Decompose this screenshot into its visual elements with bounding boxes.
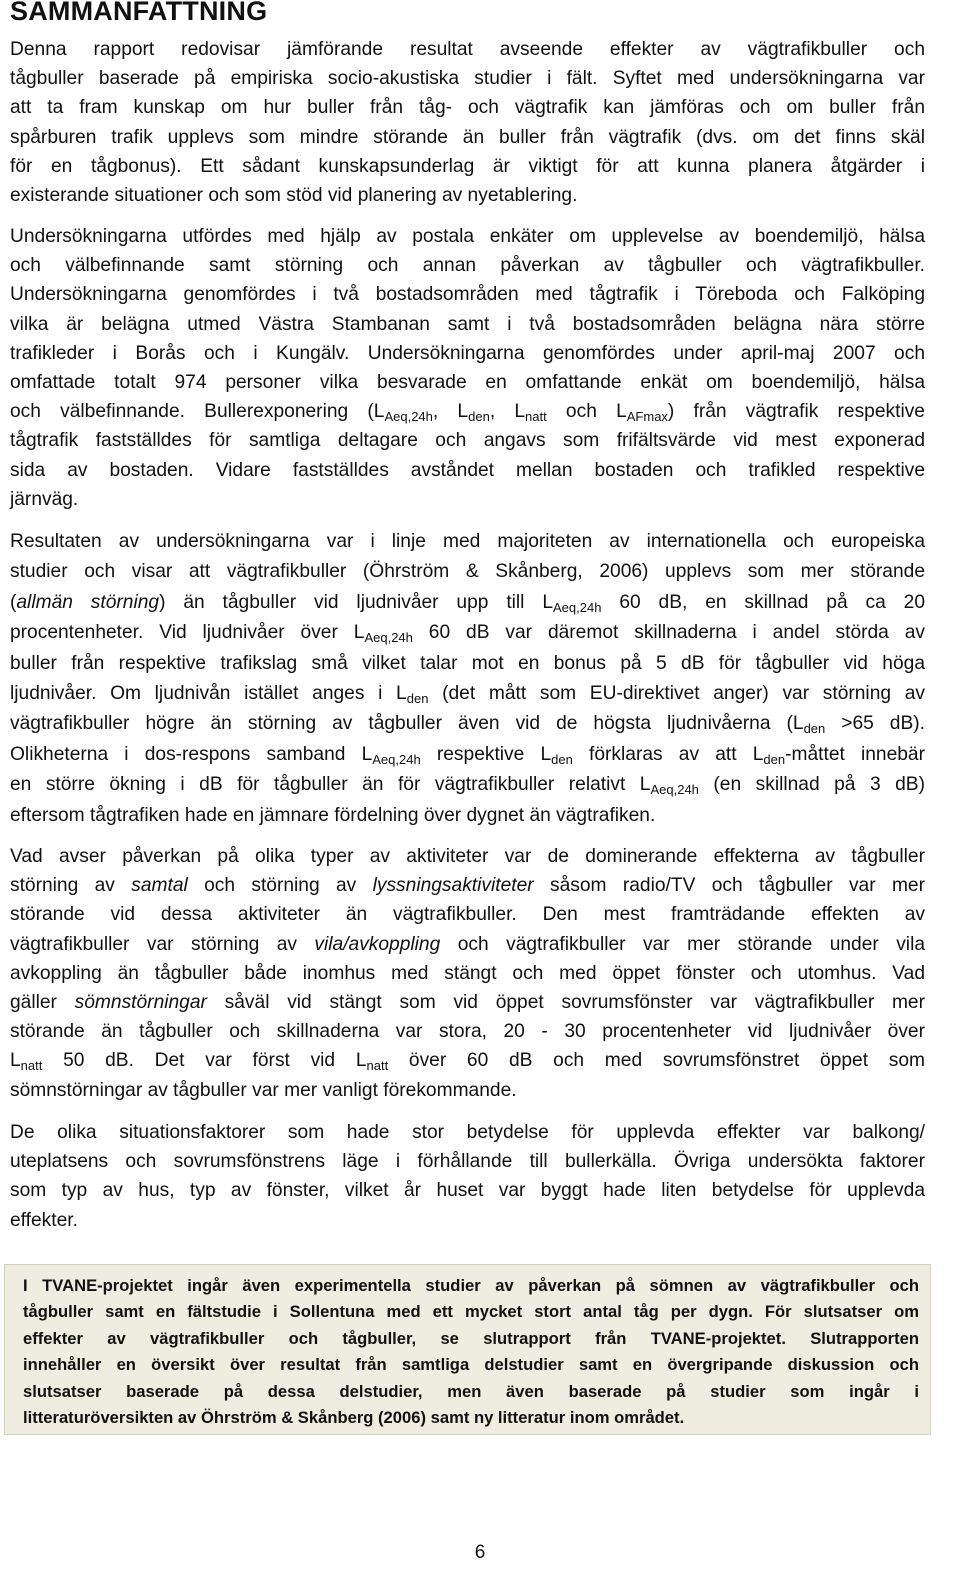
text-line: I TVANE-projektet ingår även experimentella studier av påverkan på sömnen av vägtrafikbuller och bbox=[23, 1276, 919, 1295]
text-line: omfattade totalt 974 personer vilka besvarade en omfattande enkät om boendemiljö, hälsa bbox=[10, 372, 925, 394]
text-line: innehåller en översikt över resultat från samtliga delstudier samt en övergripande diskussion och bbox=[23, 1355, 919, 1375]
paragraph-activities bbox=[10, 842, 925, 1105]
text-line: Resultaten av undersökningarna var i linje med majoriteten av internationella och europeiska bbox=[10, 531, 925, 552]
text-line: som typ av hus, typ av fönster, vilket år huset var byggt hade liten betydelse för upplevda bbox=[10, 1180, 925, 1202]
text-line: tågbuller samt en fältstudie i Sollentuna med ett mycket stort antal tåg per dygn. För slutsatser om bbox=[23, 1302, 919, 1322]
text-line: tågtrafik fastställdes för samtliga deltagare och angavs som frifältsvärde vid mest exponerad bbox=[10, 430, 925, 452]
text-line: att ta fram kunskap om hur buller från tåg- och vägtrafik kan jämföras och om buller från bbox=[10, 97, 925, 119]
text-line: avkoppling än tågbuller både inomhus med stängt och med öppet fönster och utomhus. Vad bbox=[10, 962, 925, 984]
text-line: järnväg. bbox=[10, 488, 79, 510]
paragraph-method bbox=[10, 222, 925, 514]
text-line: vilka är belägna utmed Västra Stambanan samt i två bostadsområden belägna nära större bbox=[10, 313, 925, 335]
text-line: (allmän störning) än tågbuller vid ljudnivåer upp till $L_{Aeq,24h}$ 60 dB, en skillnad på ca 20 bbox=[10, 591, 925, 615]
text-line: sida av bostaden. Vidare fastställdes avståndet mellan bostaden och trafikled respektive bbox=[10, 459, 925, 481]
text-line: De olika situationsfaktorer som hade stor betydelse för upplevda effekter var balkong/ bbox=[10, 1122, 925, 1143]
text-line: ljudnivåer. Om ljudnivån istället anges i $L_{den}$ (det mått som EU-direktivet anger) var störning av bbox=[10, 683, 925, 707]
text-line: störande vid dessa aktiviteter än vägtrafikbuller. Den mest framträdande effekten av bbox=[10, 904, 925, 926]
text-line: störande än tågbuller och skillnaderna var stora, 20 - 30 procentenheter vid ljudnivåer över bbox=[10, 1021, 925, 1043]
text-line: en större ökning i dB för tågbuller än för vägtrafikbuller relativt $L_{Aeq,24h}$ (en skillnad på 3 dB) bbox=[10, 774, 925, 798]
text-line: effekter av vägtrafikbuller och tågbuller, se slutrapport från TVANE-projektet. Slutrapporten bbox=[23, 1328, 919, 1348]
text-line: Olikheterna i dos-respons samband $L_{Aeq,24h}$ respektive $L_{den}$ förklaras av att $L_{den}$-måttet innebär bbox=[10, 743, 925, 767]
paragraph-factors bbox=[10, 1118, 925, 1235]
text-line: för en tågbonus). Ett sådant kunskapsunderlag är viktigt för att kunna planera åtgärder i bbox=[10, 155, 925, 177]
text-line: uteplatsens och sovrumsfönstrens läge i förhållande till bullerkälla. Övriga undersökta faktorer bbox=[10, 1151, 925, 1173]
text-line: spårburen trafik upplevs som mindre störande än buller från vägtrafik (dvs. om det finns skäl bbox=[10, 126, 925, 148]
page-number: 6 bbox=[474, 1542, 486, 1563]
text-line: och välbefinnande. Bullerexponering ($L_{Aeq,24h}$, $L_{den}$, $L_{natt}$ och $L_{AFmax}$) från vägtrafik respektive bbox=[10, 401, 925, 425]
text-line: vägtrafikbuller högre än störning av tågbuller även vid de högsta ljudnivåerna ($L_{den} >65$ dB). bbox=[10, 713, 925, 737]
paragraph-results bbox=[10, 527, 925, 831]
text-line: Vad avser påverkan på olika typer av aktiviteter var de dominerande effekterna av tågbuller bbox=[10, 846, 925, 867]
text-line: Denna rapport redovisar jämförande resultat avseende effekter av vägtrafikbuller och bbox=[10, 39, 925, 60]
text-line: vägtrafikbuller var störning av vila/avkoppling och vägtrafikbuller var mer störande under vila bbox=[10, 933, 925, 955]
info-box-text bbox=[23, 1273, 919, 1431]
paragraph-intro bbox=[10, 35, 925, 210]
text-line: tågbuller baserade på empiriska socio-akustiska studier i fält. Syftet med undersökningarna var bbox=[10, 68, 925, 90]
text-line: Undersökningarna utfördes med hjälp av postala enkäter om upplevelse av boendemiljö, hälsa bbox=[10, 226, 925, 247]
text-line: Undersökningarna genomfördes i två bostadsområden med tågtrafik i Töreboda och Falköping bbox=[10, 284, 925, 306]
text-line: gäller sömnstörningar såväl vid stängt som vid öppet sovrumsfönster var vägtrafikbuller mer bbox=[10, 992, 925, 1014]
text-line: buller från respektive trafikslag små vilket talar mot en bonus på 5 dB för tågbuller vid höga bbox=[10, 652, 925, 674]
text-line: procentenheter. Vid ljudnivåer över $L_{Aeq,24h}$ 60 dB var däremot skillnaderna i andel störda av bbox=[10, 622, 926, 646]
text-line: störning av samtal och störning av lyssningsaktiviteter såsom radio/TV och tågbuller var mer bbox=[10, 875, 925, 897]
text-line: litteraturöversikten av Öhrström & Skånberg (2006) samt ny litteratur inom området. bbox=[23, 1408, 685, 1428]
text-line: studier och visar att vägtrafikbuller (Öhrström & Skånberg, 2006) upplevs som mer störande bbox=[10, 561, 925, 583]
text-line: slutsatser baserade på dessa delstudier, men även baserade på studier som ingår i bbox=[23, 1381, 919, 1401]
text-line: och välbefinnande samt störning och annan påverkan av tågbuller och vägtrafikbuller. bbox=[10, 255, 925, 277]
text-line: effekter. bbox=[10, 1209, 78, 1231]
page-title: SAMMANFATTNING bbox=[10, 0, 268, 26]
text-line: eftersom tågtrafiken hade en jämnare fördelning över dygnet än vägtrafiken. bbox=[10, 804, 656, 826]
text-line: sömnstörningar av tågbuller var mer vanligt förekommande. bbox=[10, 1079, 517, 1101]
text-line: $L_{natt}$ 50 dB. Det var först vid $L_{natt}$ över 60 dB och med sovrumsfönstret öppet som bbox=[10, 1050, 926, 1074]
text-line: existerande situationer och som stöd vid planering av nyetablering. bbox=[10, 185, 578, 207]
text-line: trafikleder i Borås och i Kungälv. Undersökningarna genomfördes under april-maj 2007 och bbox=[10, 342, 925, 364]
info-box bbox=[4, 1264, 931, 1435]
